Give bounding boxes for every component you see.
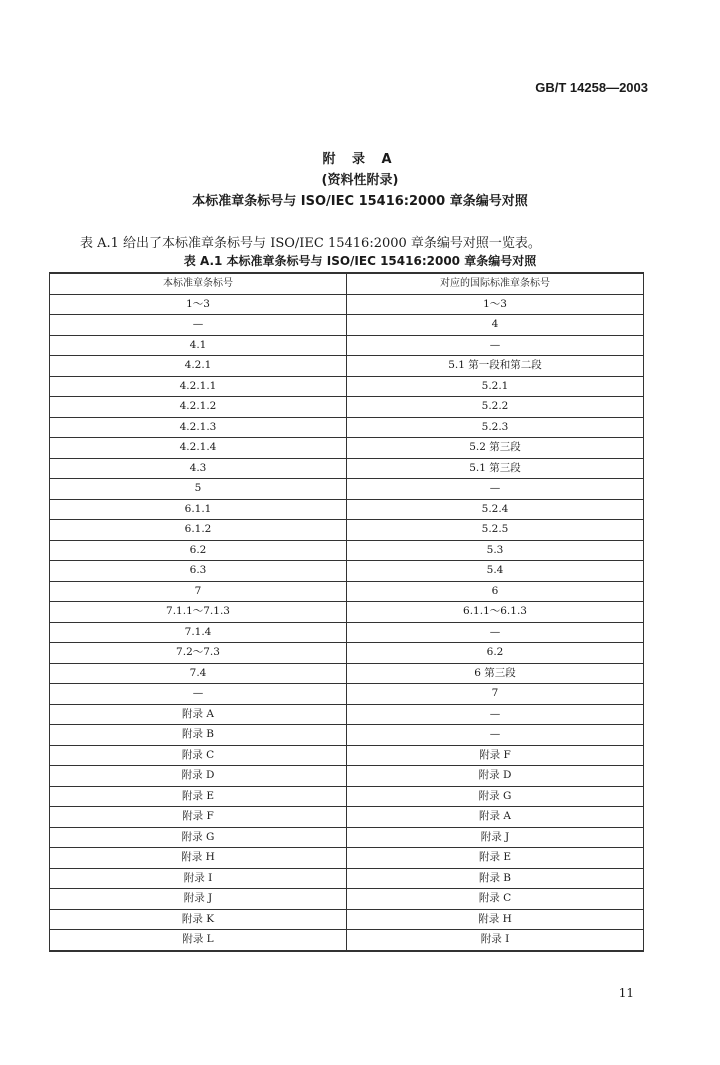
cell-this-standard: 7.1.4 [50,622,347,643]
table-row [50,807,644,828]
cell-international: 5.2.4 [347,499,644,520]
cell-international: 5.2 第三段 [347,438,644,459]
table-row [50,725,644,746]
cell-this-standard: 7.4 [50,663,347,684]
table-row [50,909,644,930]
annex-title: 附 录 A [322,152,398,167]
table-row [50,376,644,397]
table-row [50,540,644,561]
annex-type: (资料性附录) [321,173,399,188]
cell-this-standard: 4.2.1.4 [50,438,347,459]
cell-international: — [347,725,644,746]
column-header-international: 对应的国际标准章条标号 [347,273,644,294]
table-row [50,520,644,541]
intro-paragraph: 表 A.1 给出了本标准章条标号与 ISO/IEC 15416:2000 章条编号对照一览表。 [80,236,541,251]
cell-this-standard: 4.3 [50,458,347,479]
cell-international: 附录 A [347,807,644,828]
cell-international: — [347,335,644,356]
table-row [50,397,644,418]
cell-this-standard: 附录 B [50,725,347,746]
cell-international: 附录 I [347,930,644,951]
table-row [50,848,644,869]
cell-this-standard: — [50,315,347,336]
cell-international: 附录 J [347,827,644,848]
table-row [50,663,644,684]
cell-this-standard: 附录 L [50,930,347,951]
cell-international: 5.2.3 [347,417,644,438]
table-row [50,458,644,479]
table-row [50,417,644,438]
cell-international: 附录 B [347,868,644,889]
table-row [50,643,644,664]
cell-international: 5.2.5 [347,520,644,541]
column-header-this-standard: 本标准章条标号 [50,273,347,294]
cell-international: 附录 C [347,889,644,910]
cell-international: 附录 G [347,786,644,807]
table-row [50,602,644,623]
cell-this-standard: 7 [50,581,347,602]
cell-international: 4 [347,315,644,336]
cell-this-standard: 7.2～7.3 [50,643,347,664]
cell-this-standard: 附录 H [50,848,347,869]
cell-this-standard: 附录 K [50,909,347,930]
page-number: 11 [618,986,634,1000]
cell-international: 附录 D [347,766,644,787]
cell-this-standard: 4.2.1.1 [50,376,347,397]
cell-international: 5.2.2 [347,397,644,418]
table-row [50,889,644,910]
cell-this-standard: 附录 A [50,704,347,725]
cell-international: 附录 H [347,909,644,930]
cell-this-standard: 6.1.1 [50,499,347,520]
cell-this-standard: 附录 I [50,868,347,889]
cell-international: — [347,622,644,643]
cell-this-standard: 5 [50,479,347,500]
cell-this-standard: 附录 E [50,786,347,807]
table-header-row [50,273,644,294]
table-row [50,786,644,807]
cell-this-standard: 6.3 [50,561,347,582]
cell-international: 5.4 [347,561,644,582]
cell-this-standard: 附录 G [50,827,347,848]
cell-international: — [347,704,644,725]
cell-this-standard: 7.1.1～7.1.3 [50,602,347,623]
table-row [50,766,644,787]
cell-this-standard: 附录 F [50,807,347,828]
cell-this-standard: 附录 D [50,766,347,787]
annex-subject: 本标准章条标号与 ISO/IEC 15416:2000 章条编号对照 [192,194,528,209]
table-row [50,622,644,643]
standard-number: GB/T 14258—2003 [535,80,648,95]
table-row [50,827,644,848]
cell-international: 6.1.1～6.1.3 [347,602,644,623]
cell-international: 6 第三段 [347,663,644,684]
table-row [50,930,644,951]
cell-international: 6 [347,581,644,602]
cell-international: 5.1 第三段 [347,458,644,479]
cell-international: 5.3 [347,540,644,561]
cell-international: 6.2 [347,643,644,664]
table-row [50,479,644,500]
table-row [50,868,644,889]
cell-this-standard: 1～3 [50,294,347,315]
cell-this-standard: 附录 J [50,889,347,910]
cell-this-standard: — [50,684,347,705]
cell-this-standard: 4.2.1.3 [50,417,347,438]
clause-mapping-table [49,272,644,952]
table-row [50,745,644,766]
cell-this-standard: 4.1 [50,335,347,356]
cell-international: 5.2.1 [347,376,644,397]
table-row [50,294,644,315]
cell-international: 5.1 第一段和第二段 [347,356,644,377]
cell-this-standard: 6.1.2 [50,520,347,541]
table-caption: 表 A.1 本标准章条标号与 ISO/IEC 15416:2000 章条编号对照 [183,254,537,268]
table-row [50,499,644,520]
cell-this-standard: 附录 C [50,745,347,766]
table-row [50,335,644,356]
cell-this-standard: 4.2.1.2 [50,397,347,418]
cell-international: 附录 E [347,848,644,869]
table-row [50,356,644,377]
cell-this-standard: 6.2 [50,540,347,561]
table-row [50,684,644,705]
table-row [50,561,644,582]
table-row [50,315,644,336]
table-row [50,581,644,602]
cell-this-standard: 4.2.1 [50,356,347,377]
table-row [50,438,644,459]
cell-international: 附录 F [347,745,644,766]
cell-international: — [347,479,644,500]
table-body [50,294,644,951]
table-row [50,704,644,725]
cell-international: 7 [347,684,644,705]
cell-international: 1～3 [347,294,644,315]
